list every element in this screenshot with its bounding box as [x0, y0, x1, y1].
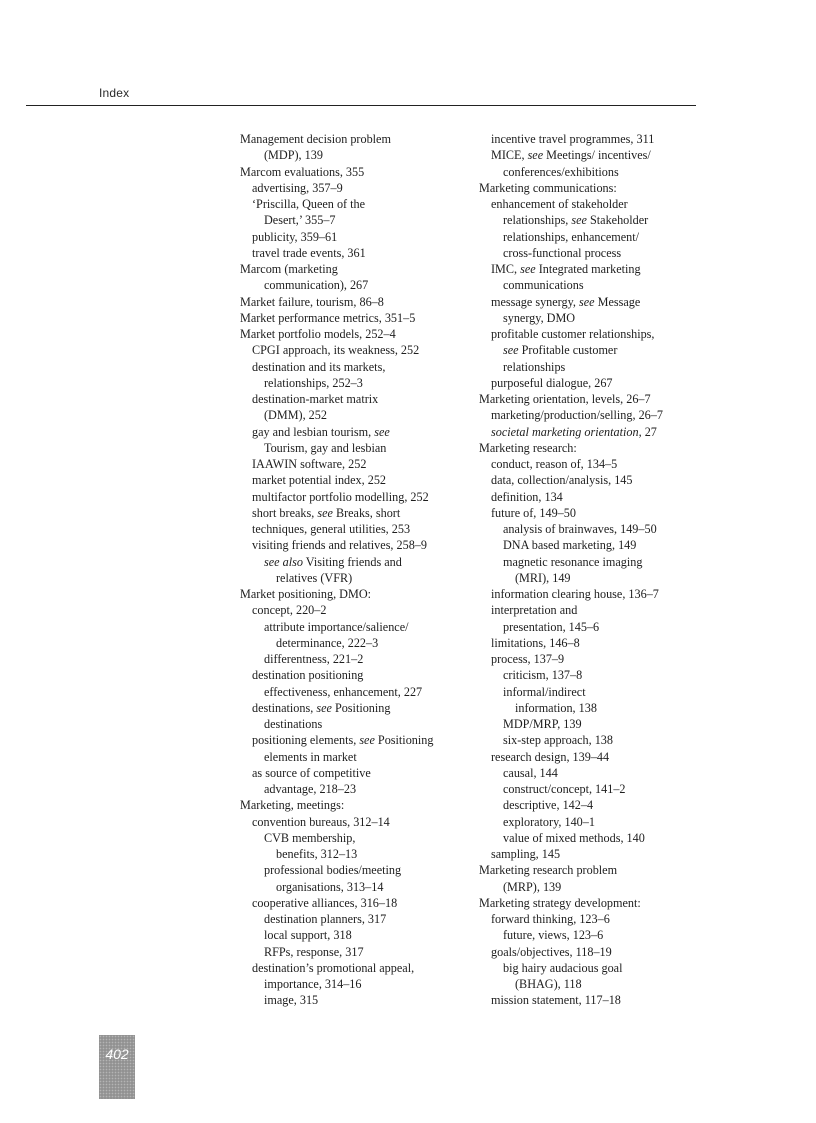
entry-text: incentive travel programmes, 311	[491, 132, 655, 146]
entry-text: MDP/MRP, 139	[503, 717, 582, 731]
entry-text: Marcom evaluations, 355	[240, 164, 365, 179]
entry-text: construct/concept, 141–2	[503, 782, 626, 796]
entry-text: six-step approach, 138	[503, 733, 613, 748]
entry-text: sampling, 145	[491, 847, 561, 861]
index-entry	[240, 196, 476, 212]
index-entry	[479, 521, 711, 537]
index-entry	[479, 619, 711, 635]
index-entry	[240, 684, 476, 700]
index-entry	[240, 651, 476, 667]
entry-text: conduct, reason of, 134–5	[491, 457, 618, 471]
index-entry	[479, 862, 711, 878]
index-entry	[240, 944, 476, 960]
index-entry	[240, 359, 476, 375]
entry-text: importance, 314–16	[264, 977, 362, 991]
index-entry	[240, 245, 476, 261]
index-column-left	[240, 131, 476, 1009]
index-entry	[240, 537, 476, 553]
index-entry	[240, 911, 476, 927]
index-entry	[479, 554, 711, 570]
see-reference: see	[359, 733, 375, 748]
index-entry	[240, 391, 476, 407]
index-entry	[240, 781, 476, 797]
index-entry	[479, 375, 711, 391]
index-entry	[240, 277, 476, 293]
see-reference: see also	[264, 554, 303, 569]
index-entry	[240, 635, 476, 651]
index-entry	[240, 732, 476, 748]
entry-text: effectiveness, enhancement, 227	[264, 684, 423, 699]
entry-text: descriptive, 142–4	[503, 798, 594, 813]
index-entry	[479, 505, 711, 521]
entry-text: destinations	[264, 717, 323, 731]
entry-text: future, views, 123–6	[503, 928, 604, 943]
entry-text: Marketing orientation, levels, 26–7	[479, 392, 651, 406]
entry-text: market potential index, 252	[252, 473, 387, 488]
entry-text: profitable customer relationships,	[491, 327, 655, 341]
index-entry	[240, 586, 476, 602]
entry-text: Meetings/ incentives/	[546, 148, 651, 163]
index-entry	[240, 489, 476, 505]
entry-text: visiting friends and relatives, 258–9	[252, 538, 427, 553]
index-entry	[240, 960, 476, 976]
index-entry	[240, 294, 476, 310]
entry-text: local support, 318	[264, 928, 352, 943]
entry-text: (MRI), 149	[515, 570, 571, 585]
index-entry	[479, 212, 711, 228]
entry-text: cross-functional process	[503, 245, 622, 260]
index-entry	[479, 537, 711, 553]
index-entry	[240, 895, 476, 911]
entry-text: process, 137–9	[491, 652, 565, 666]
index-entry	[479, 196, 711, 212]
entry-text: Desert,’ 355–7	[264, 213, 336, 228]
entry-text: multifactor portfolio modelling, 252	[252, 489, 429, 504]
entry-text: Market failure, tourism, 86–8	[240, 294, 384, 309]
entry-text: data, collection/analysis, 145	[491, 473, 633, 488]
index-entry	[240, 797, 476, 813]
entry-text: benefits, 312–13	[276, 847, 358, 861]
entry-text: ‘Priscilla, Queen of the	[252, 197, 366, 211]
index-entry	[479, 456, 711, 472]
index-entry	[479, 846, 711, 862]
index-entry	[240, 261, 476, 277]
index-entry	[479, 700, 711, 716]
index-entry	[479, 310, 711, 326]
entry-text: Positioning	[334, 700, 391, 715]
entry-text: image, 315	[264, 993, 319, 1008]
entry-text: marketing/production/selling, 26–7	[491, 408, 663, 423]
index-entry	[240, 862, 476, 878]
index-column-right	[479, 131, 711, 1009]
entry-text: Market portfolio models, 252–4	[240, 327, 396, 341]
index-entry	[240, 424, 476, 440]
entry-text: relatives (VFR)	[276, 570, 353, 585]
entry-text: RFPs, response, 317	[264, 944, 364, 959]
entry-text: Integrated marketing	[538, 262, 641, 276]
entry-text: Marcom (marketing	[240, 262, 338, 276]
index-entry	[479, 976, 711, 992]
index-entry	[479, 879, 711, 895]
entry-text: presentation, 145–6	[503, 619, 600, 634]
entry-text: (MDP), 139	[264, 148, 323, 163]
entry-text: differentness, 221–2	[264, 652, 364, 666]
entry-text: relationships,	[503, 213, 569, 228]
index-entry	[240, 619, 476, 635]
see-reference: societal marketing orientation,	[491, 424, 642, 439]
page-number-tab	[99, 1035, 135, 1099]
entry-text: Marketing strategy development:	[479, 895, 641, 910]
entry-text: destinations,	[252, 700, 314, 715]
index-entry	[479, 229, 711, 245]
entry-text: CVB membership,	[264, 830, 356, 845]
entry-text: future of, 149–50	[491, 505, 576, 520]
index-entry	[479, 294, 711, 310]
index-entry	[240, 164, 476, 180]
index-entry	[240, 180, 476, 196]
entry-text: MICE,	[491, 148, 525, 163]
index-entry	[479, 992, 711, 1008]
index-entry	[479, 667, 711, 683]
entry-text: message synergy,	[491, 294, 576, 309]
entry-text: destination’s promotional appeal,	[252, 960, 415, 975]
index-entry	[240, 521, 476, 537]
entry-text: mission statement, 117–18	[491, 993, 621, 1008]
index-entry	[479, 586, 711, 602]
entry-text: research design, 139–44	[491, 749, 610, 764]
entry-text: professional bodies/meeting	[264, 863, 402, 878]
entry-text: (DMM), 252	[264, 408, 327, 423]
index-entry	[479, 814, 711, 830]
entry-text: synergy, DMO	[503, 310, 576, 325]
index-entry	[479, 326, 711, 342]
index-entry	[479, 440, 711, 456]
index-entry	[240, 326, 476, 342]
entry-text: Marketing research problem	[479, 863, 618, 878]
index-entry	[479, 424, 711, 440]
index-entry	[479, 359, 711, 375]
index-entry	[240, 830, 476, 846]
entry-text: relationships, enhancement/	[503, 229, 640, 244]
index-entry	[240, 927, 476, 943]
see-reference: see	[503, 343, 519, 358]
entry-text: as source of competitive	[252, 765, 371, 780]
entry-text: advertising, 357–9	[252, 180, 343, 195]
index-entry	[240, 992, 476, 1008]
entry-text: Management decision problem	[240, 132, 391, 146]
entry-text: big hairy audacious goal	[503, 960, 623, 975]
index-entry	[479, 716, 711, 732]
index-entry	[240, 342, 476, 358]
index-entry	[479, 180, 711, 196]
see-reference: see	[579, 294, 595, 309]
entry-text: CPGI approach, its weakness, 252	[252, 343, 420, 358]
index-entry	[479, 407, 711, 423]
see-reference: see	[520, 262, 536, 276]
entry-text: Breaks, short	[335, 505, 401, 520]
entry-text: limitations, 146–8	[491, 635, 580, 650]
index-entry	[240, 147, 476, 163]
index-entry	[240, 375, 476, 391]
entry-text: destination and its markets,	[252, 359, 386, 374]
entry-text: informal/indirect	[503, 684, 586, 699]
index-entry	[240, 749, 476, 765]
index-entry	[240, 407, 476, 423]
index-entry	[240, 505, 476, 521]
index-entry	[479, 732, 711, 748]
index-entry	[479, 131, 711, 147]
index-entry	[479, 342, 711, 358]
index-entry	[479, 927, 711, 943]
index-entry	[240, 879, 476, 895]
entry-text: Marketing research:	[479, 440, 577, 455]
index-entry	[240, 554, 476, 570]
entry-text: Market performance metrics, 351–5	[240, 310, 416, 325]
entry-text: Profitable customer	[521, 343, 618, 358]
index-entry	[479, 489, 711, 505]
entry-text: destination positioning	[252, 668, 364, 683]
page-number: 402	[105, 1046, 129, 1062]
entry-text: interpretation and	[491, 603, 578, 618]
entry-text: elements in market	[264, 749, 357, 764]
entry-text: attribute importance/salience/	[264, 619, 409, 634]
index-entry	[479, 944, 711, 960]
entry-text: information clearing house, 136–7	[491, 587, 659, 601]
index-entry	[479, 391, 711, 407]
entry-text: DNA based marketing, 149	[503, 538, 637, 553]
entry-text: Positioning	[377, 733, 434, 748]
entry-text: communication), 267	[264, 278, 369, 293]
see-reference: see	[571, 213, 587, 228]
entry-text: Tourism, gay and lesbian	[264, 440, 387, 455]
index-entry	[479, 147, 711, 163]
index-entry	[479, 830, 711, 846]
entry-text: value of mixed methods, 140	[503, 830, 645, 845]
entry-text: analysis of brainwaves, 149–50	[503, 522, 657, 536]
index-entry	[240, 440, 476, 456]
index-entry	[240, 456, 476, 472]
entry-text: Message	[597, 294, 641, 309]
entry-text: determinance, 222–3	[276, 635, 379, 650]
header-rule	[26, 105, 696, 106]
index-entry	[240, 700, 476, 716]
entry-text: communications	[503, 278, 584, 293]
entry-text: purposeful dialogue, 267	[491, 375, 613, 390]
index-entry	[479, 797, 711, 813]
entry-text: magnetic resonance imaging	[503, 554, 643, 569]
index-entry	[240, 229, 476, 245]
index-entry	[479, 651, 711, 667]
entry-text: 27	[644, 424, 657, 439]
index-entry	[240, 976, 476, 992]
index-entry	[479, 245, 711, 261]
entry-text: advantage, 218–23	[264, 782, 357, 796]
index-entry	[479, 164, 711, 180]
entry-text: cooperative alliances, 316–18	[252, 895, 398, 910]
index-entry	[479, 472, 711, 488]
entry-text: enhancement of stakeholder	[491, 197, 628, 211]
entry-text: goals/objectives, 118–19	[491, 944, 612, 959]
entry-text: criticism, 137–8	[503, 668, 583, 683]
entry-text: (MRP), 139	[503, 879, 562, 894]
see-reference: see	[374, 424, 390, 439]
entry-text: Market positioning, DMO:	[240, 587, 372, 601]
index-entry	[240, 131, 476, 147]
entry-text: publicity, 359–61	[252, 229, 338, 244]
index-entry	[240, 814, 476, 830]
entry-text: IMC,	[491, 262, 518, 276]
index-entry	[240, 570, 476, 586]
entry-text: convention bureaus, 312–14	[252, 814, 390, 829]
running-header: Index	[99, 86, 130, 100]
index-entry	[479, 911, 711, 927]
see-reference: see	[527, 148, 544, 163]
index-entry	[479, 960, 711, 976]
entry-text: Visiting friends and	[305, 554, 402, 569]
index-entry	[479, 277, 711, 293]
entry-text: travel trade events, 361	[252, 245, 366, 260]
entry-text: techniques, general utilities, 253	[252, 522, 411, 536]
entry-text: IAAWIN software, 252	[252, 457, 367, 471]
index-entry	[479, 765, 711, 781]
entry-text: destination-market matrix	[252, 392, 379, 406]
index-entry	[479, 895, 711, 911]
entry-text: positioning elements,	[252, 733, 357, 748]
index-entry	[479, 261, 711, 277]
entry-text: organisations, 313–14	[276, 879, 384, 894]
entry-text: gay and lesbian tourism,	[252, 424, 372, 439]
index-entry	[479, 749, 711, 765]
index-entry	[240, 212, 476, 228]
entry-text: causal, 144	[503, 765, 558, 780]
entry-text: relationships	[503, 359, 566, 374]
entry-text: Marketing, meetings:	[240, 798, 345, 813]
index-entry	[479, 602, 711, 618]
index-entry	[240, 310, 476, 326]
entry-text: destination planners, 317	[264, 912, 387, 926]
entry-text: Marketing communications:	[479, 180, 617, 195]
see-reference: see	[317, 505, 333, 520]
entry-text: (BHAG), 118	[515, 977, 582, 991]
index-entry	[479, 570, 711, 586]
index-entry	[479, 781, 711, 797]
entry-text: definition, 134	[491, 489, 563, 504]
entry-text: exploratory, 140–1	[503, 814, 595, 829]
entry-text: information, 138	[515, 700, 597, 715]
entry-text: Stakeholder	[590, 213, 649, 228]
index-entry	[240, 716, 476, 732]
entry-text: short breaks,	[252, 505, 315, 520]
index-entry	[240, 602, 476, 618]
index-entry	[240, 846, 476, 862]
entry-text: concept, 220–2	[252, 603, 327, 618]
index-entry	[240, 765, 476, 781]
index-entry	[240, 667, 476, 683]
index-entry	[240, 472, 476, 488]
index-entry	[479, 635, 711, 651]
index-entry	[479, 684, 711, 700]
entry-text: relationships, 252–3	[264, 375, 363, 390]
see-reference: see	[316, 700, 332, 715]
entry-text: forward thinking, 123–6	[491, 912, 610, 926]
entry-text: conferences/exhibitions	[503, 164, 619, 179]
